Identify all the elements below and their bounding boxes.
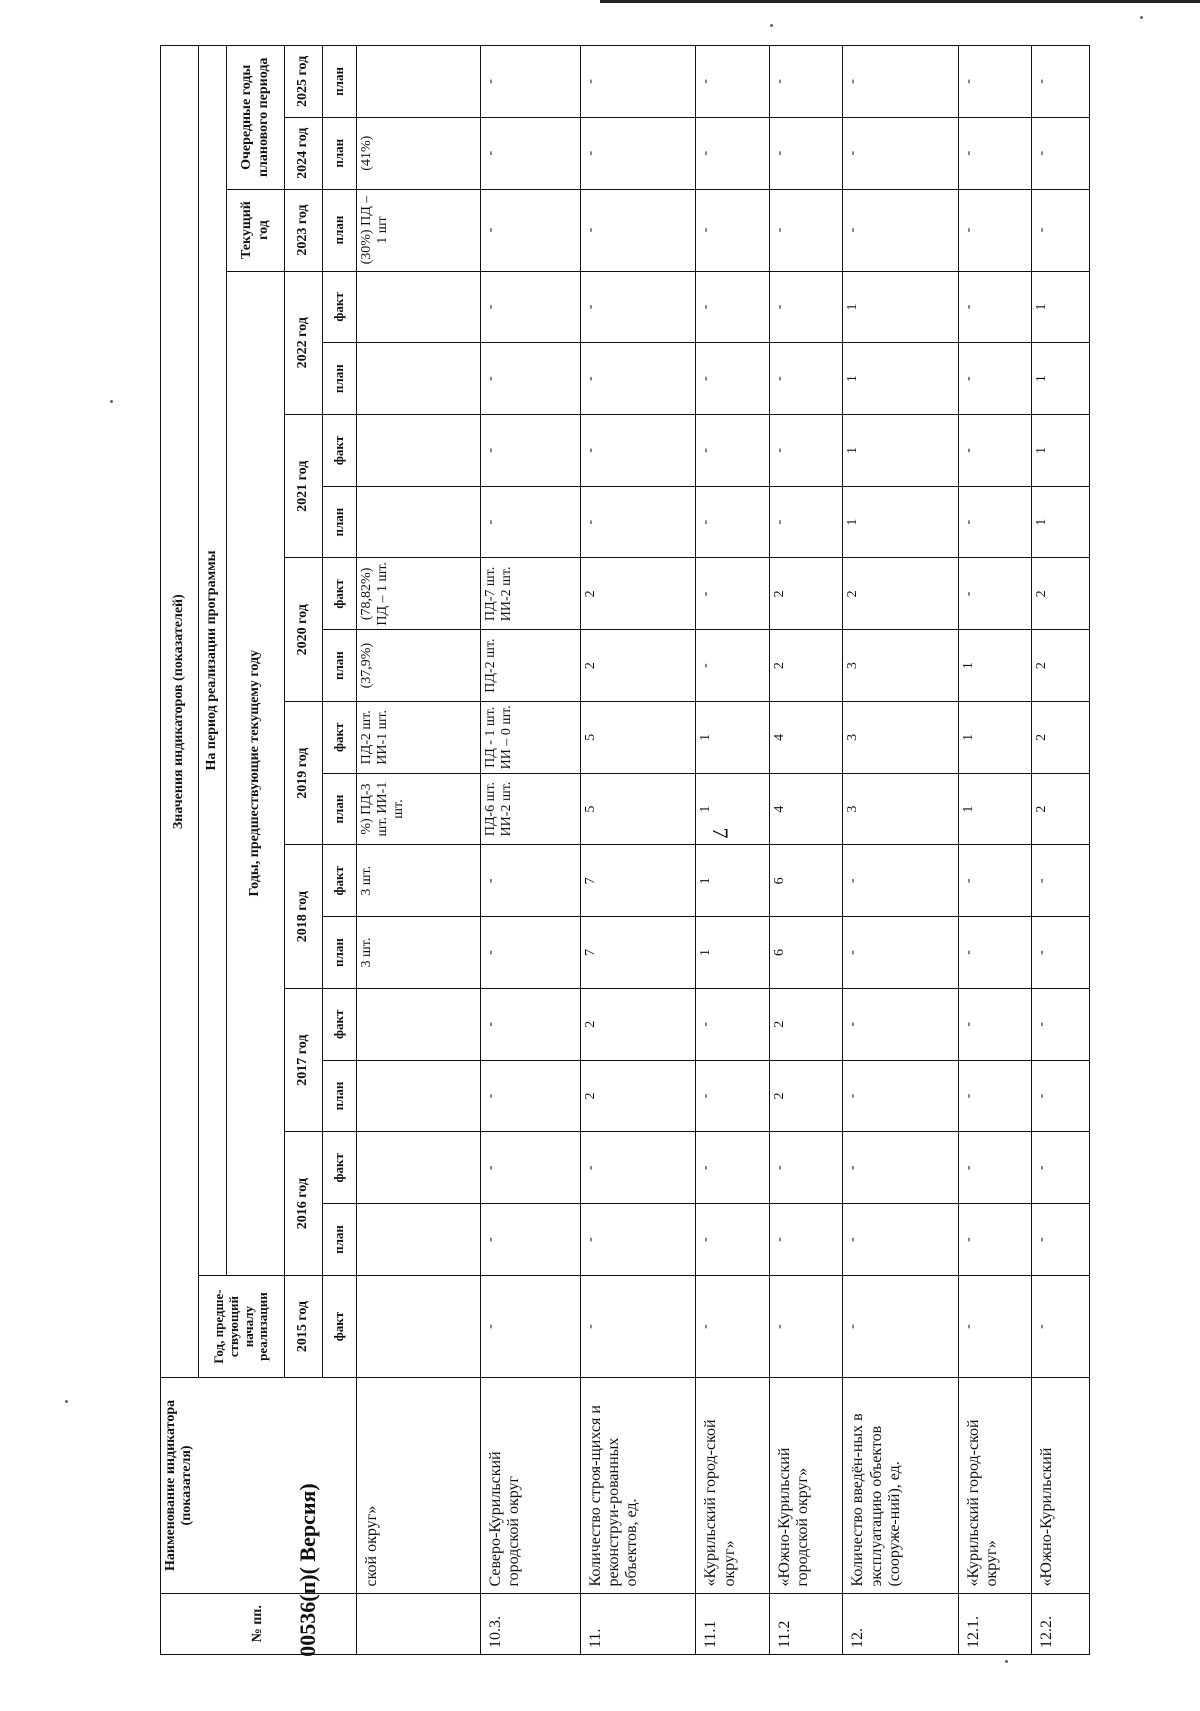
value-cell: - (958, 486, 1032, 558)
value-cell: - (480, 1275, 580, 1377)
header-fact: факт (323, 845, 357, 917)
value-cell: - (580, 415, 696, 487)
header-current: Текущий год (227, 189, 285, 271)
header-2020: 2020 год (285, 558, 323, 701)
value-cell: - (1032, 1132, 1090, 1204)
header-plan: план (323, 630, 357, 702)
value-cell: - (958, 343, 1032, 415)
value-cell: 6 (769, 917, 843, 989)
scan-speck (1140, 16, 1143, 19)
header-2016: 2016 год (285, 1132, 323, 1275)
indicator-name: Количество строя-щихся и реконструи-рованных объектов, ед. (580, 1378, 696, 1593)
value-cell: - (696, 988, 770, 1060)
document-code: 00536(п)( Версия) (295, 1483, 320, 1657)
value-cell: - (769, 271, 843, 343)
header-plan: план (323, 773, 357, 845)
value-cell: - (1032, 988, 1090, 1060)
value-cell: - (958, 1060, 1032, 1132)
value-cell: 1 (696, 917, 770, 989)
value-cell: 1 (958, 773, 1032, 845)
header-preceding: Годы, предшествующие текущему году (227, 271, 285, 1275)
value-cell: 3 (843, 701, 959, 773)
header-fact: факт (323, 415, 357, 487)
indicator-name: «Южно-Курильский (1032, 1378, 1090, 1593)
value-cell: - (480, 1132, 580, 1204)
value-cell: (30%) ПД – 1 шт (357, 189, 481, 271)
value-cell: - (480, 917, 580, 989)
value-cell (357, 1275, 481, 1377)
value-cell: - (580, 1275, 696, 1377)
value-cell (357, 271, 481, 343)
row-number: 11. (580, 1593, 696, 1654)
value-cell: 4 (769, 701, 843, 773)
header-num: № пп. (161, 1593, 357, 1654)
value-cell: - (769, 1132, 843, 1204)
value-cell: - (480, 117, 580, 189)
header-plan: план (323, 189, 357, 271)
indicator-name: «Курильский город-ской округ» (696, 1378, 770, 1593)
value-cell: 6 (769, 845, 843, 917)
header-plan: план (323, 1204, 357, 1276)
row-number: 12. (843, 1593, 959, 1654)
value-cell: 2 (769, 988, 843, 1060)
value-cell: (78,82%) ПД – 1 шт. (357, 558, 481, 630)
header-prior-year: Год, предше-ствующий началу реализации (199, 1275, 285, 1377)
value-cell (357, 46, 481, 118)
value-cell: - (580, 1132, 696, 1204)
value-cell: - (580, 343, 696, 415)
value-cell (357, 1204, 481, 1276)
table-body (357, 46, 1090, 1655)
table-row (357, 46, 481, 1655)
value-cell: - (1032, 46, 1090, 118)
value-cell: (41%) (357, 117, 481, 189)
value-cell: - (843, 1204, 959, 1276)
value-cell: - (843, 1132, 959, 1204)
value-cell: 7 (580, 917, 696, 989)
value-cell: 1 (696, 773, 770, 845)
value-cell: - (843, 988, 959, 1060)
value-cell: - (696, 415, 770, 487)
value-cell: %) ПД-3 шт. ИИ-1 шт. (357, 773, 481, 845)
rotated-table-container (160, 45, 1090, 1655)
header-plan: план (323, 917, 357, 989)
header-planned: Очередные годы планового периода (227, 46, 285, 190)
value-cell: (37,9%) (357, 630, 481, 702)
value-cell: - (480, 343, 580, 415)
table-row (480, 46, 580, 1655)
value-cell: 1 (1032, 486, 1090, 558)
value-cell (357, 415, 481, 487)
value-cell: - (958, 189, 1032, 271)
value-cell: - (1032, 1275, 1090, 1377)
value-cell: 1 (843, 415, 959, 487)
table-row (843, 46, 959, 1655)
header-2023: 2023 год (285, 189, 323, 271)
table-row (769, 46, 843, 1655)
top-edge-line (600, 0, 1200, 3)
value-cell: - (958, 1275, 1032, 1377)
value-cell: - (696, 189, 770, 271)
value-cell: - (480, 988, 580, 1060)
row-number (357, 1593, 481, 1654)
value-cell: ПД-7 шт. ИИ-2 шт. (480, 558, 580, 630)
value-cell: 1 (958, 630, 1032, 702)
value-cell: - (1032, 1204, 1090, 1276)
value-cell: - (958, 271, 1032, 343)
value-cell: - (480, 1204, 580, 1276)
value-cell: - (769, 1275, 843, 1377)
indicator-name: ской округ» (357, 1378, 481, 1593)
header-2021: 2021 год (285, 415, 323, 558)
value-cell: - (769, 117, 843, 189)
page-number: 7 (708, 827, 733, 839)
value-cell (357, 486, 481, 558)
value-cell: 2 (580, 630, 696, 702)
value-cell: - (580, 189, 696, 271)
header-name: Наименование индикатора (показателя) (161, 1378, 357, 1593)
value-cell: - (843, 117, 959, 189)
header-2015: 2015 год (285, 1275, 323, 1377)
value-cell: 7 (580, 845, 696, 917)
value-cell: - (1032, 1060, 1090, 1132)
value-cell: - (696, 1060, 770, 1132)
header-2017: 2017 год (285, 988, 323, 1131)
header-2019: 2019 год (285, 701, 323, 844)
value-cell: - (696, 271, 770, 343)
header-fact: факт (323, 988, 357, 1060)
value-cell: 5 (580, 773, 696, 845)
header-values: Значения индикаторов (показателей) (161, 46, 199, 1378)
header-plan: план (323, 486, 357, 558)
value-cell: - (843, 189, 959, 271)
value-cell: - (580, 271, 696, 343)
scan-speck (1005, 1660, 1008, 1663)
value-cell: - (958, 46, 1032, 118)
value-cell: 1 (843, 271, 959, 343)
value-cell: 2 (1032, 558, 1090, 630)
value-cell: - (958, 845, 1032, 917)
value-cell: - (480, 271, 580, 343)
header-fact: факт (323, 271, 357, 343)
value-cell: - (958, 917, 1032, 989)
value-cell: - (843, 1275, 959, 1377)
header-plan: план (323, 343, 357, 415)
value-cell: 1 (1032, 271, 1090, 343)
value-cell (357, 343, 481, 415)
value-cell (357, 1060, 481, 1132)
value-cell: 2 (769, 558, 843, 630)
value-cell: - (769, 343, 843, 415)
value-cell (357, 1132, 481, 1204)
value-cell: - (1032, 845, 1090, 917)
value-cell: - (843, 46, 959, 118)
table-row (1032, 46, 1090, 1655)
value-cell (357, 988, 481, 1060)
value-cell: 2 (1032, 630, 1090, 702)
row-number: 12.1. (958, 1593, 1032, 1654)
header-plan: план (323, 46, 357, 118)
value-cell: - (480, 486, 580, 558)
value-cell: - (696, 630, 770, 702)
value-cell: - (696, 1204, 770, 1276)
value-cell: - (1032, 189, 1090, 271)
value-cell: - (843, 845, 959, 917)
table-row (580, 46, 696, 1655)
header-2022: 2022 год (285, 271, 323, 414)
value-cell: 2 (580, 558, 696, 630)
value-cell: 1 (1032, 415, 1090, 487)
value-cell: 1 (696, 845, 770, 917)
header-2018: 2018 год (285, 845, 323, 988)
value-cell: - (480, 1060, 580, 1132)
value-cell: - (958, 1204, 1032, 1276)
value-cell: - (696, 558, 770, 630)
header-2024: 2024 год (285, 117, 323, 189)
value-cell: 4 (769, 773, 843, 845)
value-cell: - (843, 1060, 959, 1132)
header-period: На период реализации программы (199, 46, 227, 1276)
row-number: 11.1 (696, 1593, 770, 1654)
value-cell: - (696, 117, 770, 189)
value-cell: ПД-6 шт. ИИ-2 шт. (480, 773, 580, 845)
value-cell: - (958, 558, 1032, 630)
value-cell: - (696, 46, 770, 118)
value-cell: - (480, 845, 580, 917)
value-cell: - (1032, 917, 1090, 989)
value-cell: - (769, 46, 843, 118)
value-cell: 3 шт. (357, 917, 481, 989)
value-cell: ПД-2 шт. (480, 630, 580, 702)
value-cell: 2 (580, 988, 696, 1060)
scan-speck (770, 24, 773, 27)
value-cell: 2 (769, 1060, 843, 1132)
value-cell: 3 шт. (357, 845, 481, 917)
value-cell: 1 (843, 486, 959, 558)
value-cell: - (580, 486, 696, 558)
value-cell: - (480, 189, 580, 271)
value-cell: - (1032, 117, 1090, 189)
row-number: 10.3. (480, 1593, 580, 1654)
header-plan: план (323, 117, 357, 189)
value-cell: - (769, 486, 843, 558)
table-row (696, 46, 770, 1655)
header-fact: факт (323, 1275, 357, 1377)
indicator-name: «Южно-Курильский городской округ» (769, 1378, 843, 1593)
value-cell: - (580, 1204, 696, 1276)
value-cell: - (843, 917, 959, 989)
indicator-name: Северо-Курильский городской округ (480, 1378, 580, 1593)
scan-speck (65, 1400, 68, 1403)
scan-speck (110, 400, 113, 403)
value-cell: - (958, 415, 1032, 487)
value-cell: - (696, 486, 770, 558)
value-cell: 3 (843, 630, 959, 702)
value-cell: - (696, 1275, 770, 1377)
value-cell: - (580, 117, 696, 189)
indicator-name: «Курильский город-ской округ» (958, 1378, 1032, 1593)
row-number: 12.2. (1032, 1593, 1090, 1654)
header-plan: план (323, 1060, 357, 1132)
header-fact: факт (323, 1132, 357, 1204)
table-row (958, 46, 1032, 1655)
value-cell: ПД-2 шт. ИИ-1 шт. (357, 701, 481, 773)
header-fact: факт (323, 701, 357, 773)
value-cell: 2 (769, 630, 843, 702)
value-cell: 1 (1032, 343, 1090, 415)
header-2025: 2025 год (285, 46, 323, 118)
value-cell: 1 (696, 701, 770, 773)
value-cell: 1 (843, 343, 959, 415)
value-cell: - (480, 415, 580, 487)
header-fact: факт (323, 558, 357, 630)
value-cell: - (480, 46, 580, 118)
value-cell: - (580, 46, 696, 118)
value-cell: 2 (580, 1060, 696, 1132)
value-cell: 5 (580, 701, 696, 773)
value-cell: - (958, 117, 1032, 189)
indicators-table (160, 45, 1090, 1655)
value-cell: 3 (843, 773, 959, 845)
value-cell: 1 (958, 701, 1032, 773)
value-cell: - (958, 1132, 1032, 1204)
value-cell: ПД - 1 шт. ИИ – 0 шт. (480, 701, 580, 773)
value-cell: - (769, 415, 843, 487)
value-cell: - (696, 343, 770, 415)
value-cell: - (769, 1204, 843, 1276)
value-cell: 2 (843, 558, 959, 630)
value-cell: 2 (1032, 773, 1090, 845)
value-cell: - (696, 1132, 770, 1204)
value-cell: - (958, 988, 1032, 1060)
value-cell: 2 (1032, 701, 1090, 773)
indicator-name: Количество введён-ных в эксплуатацию объектов (сооруже-ний), ед. (843, 1378, 959, 1593)
row-number: 11.2 (769, 1593, 843, 1654)
value-cell: - (769, 189, 843, 271)
